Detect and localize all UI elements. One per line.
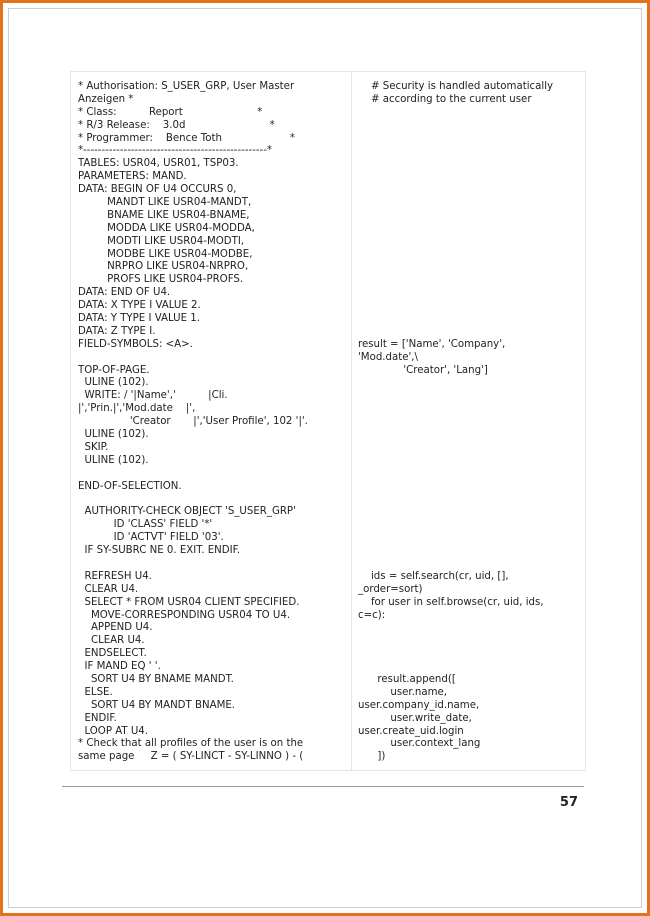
- code-line: [78, 352, 348, 365]
- code-line: [358, 468, 584, 481]
- code-line: DATA: X TYPE I VALUE 2.: [78, 300, 201, 312]
- code-line: [78, 468, 348, 481]
- code-line: [358, 249, 584, 262]
- code-line: # according to the current user: [358, 93, 532, 105]
- code-line: [358, 236, 584, 249]
- code-line: [358, 558, 584, 571]
- code-line: [358, 635, 584, 648]
- code-line: MODDA LIKE USR04-MODDA,: [78, 222, 255, 234]
- code-line: CLEAR U4.: [78, 583, 139, 595]
- code-line: MODBE LIKE USR04-MODBE,: [78, 248, 253, 260]
- code-line: ENDIF.: [78, 712, 117, 724]
- code-line: * R/3 Release: 3.0d *: [78, 119, 275, 131]
- code-line: WRITE: / '|Name',' |Cli.: [78, 390, 228, 402]
- code-comparison-table: [70, 71, 586, 771]
- code-line: TOP-OF-PAGE.: [78, 364, 150, 376]
- code-line: c=c):: [358, 609, 386, 621]
- code-line: Anzeigen *: [78, 93, 134, 105]
- code-line: [358, 184, 584, 197]
- code-line: _order=sort): [358, 583, 423, 595]
- code-line: BNAME LIKE USR04-BNAME,: [78, 209, 250, 221]
- code-line: ]): [358, 751, 386, 763]
- code-line: TABLES: USR04, USR01, TSP03.: [78, 158, 239, 170]
- code-line: ULINE (102).: [78, 454, 149, 466]
- code-line: [358, 223, 584, 236]
- code-line: ULINE (102).: [78, 377, 149, 389]
- code-line: [358, 300, 584, 313]
- code-line: # Security is handled automatically: [358, 81, 554, 92]
- code-line: [358, 261, 584, 274]
- code-line: MOVE-CORRESPONDING USR04 TO U4.: [78, 609, 291, 621]
- code-line: DATA: END OF U4.: [78, 287, 171, 299]
- abap-code-column: [78, 81, 348, 770]
- code-line: [358, 519, 584, 532]
- code-line: MANDT LIKE USR04-MANDT,: [78, 197, 252, 209]
- code-line: LOOP AT U4.: [78, 725, 149, 737]
- code-line: [78, 558, 348, 571]
- code-line: [358, 326, 584, 339]
- code-line: ELSE.: [78, 686, 113, 698]
- code-line: [358, 455, 584, 468]
- code-line: SELECT * FROM USR04 CLIENT SPECIFIED.: [78, 596, 300, 608]
- code-line: same page Z = ( SY-LINCT - SY-LINNO ) - (: [78, 751, 304, 763]
- code-line: [358, 274, 584, 287]
- code-line: user.name,: [358, 686, 448, 698]
- code-line: result = ['Name', 'Company',: [358, 338, 506, 350]
- code-line: [358, 416, 584, 429]
- code-line: ID 'CLASS' FIELD '*': [78, 519, 213, 531]
- code-line: * Programmer: Bence Toth *: [78, 132, 295, 144]
- code-line: ENDSELECT.: [78, 648, 147, 660]
- code-line: ULINE (102).: [78, 429, 149, 441]
- code-line: 'Creator |','User Profile', 102 '|'.: [78, 416, 308, 428]
- code-line: SKIP.: [78, 441, 109, 453]
- code-line: [358, 429, 584, 442]
- code-line: [358, 494, 584, 507]
- code-line: for user in self.browse(cr, uid, ids,: [358, 596, 544, 608]
- code-line: [358, 107, 584, 120]
- code-line: user.create_uid.login: [358, 725, 464, 737]
- code-line: ids = self.search(cr, uid, [],: [358, 570, 509, 582]
- code-line: FIELD-SYMBOLS: <A>.: [78, 338, 193, 350]
- code-line: CLEAR U4.: [78, 635, 145, 647]
- code-line: [358, 661, 584, 674]
- code-line: [358, 532, 584, 545]
- code-line: [358, 133, 584, 146]
- code-line: *--------------------------------------------------*: [78, 145, 272, 157]
- code-line: DATA: Y TYPE I VALUE 1.: [78, 313, 201, 325]
- code-line: [358, 545, 584, 558]
- code-line: [358, 390, 584, 403]
- code-line: [358, 287, 584, 300]
- column-divider: [351, 72, 352, 770]
- code-line: APPEND U4.: [78, 622, 153, 634]
- code-line: SORT U4 BY BNAME MANDT.: [78, 673, 234, 685]
- code-line: [358, 648, 584, 661]
- code-line: |','Prin.|','Mod.date |',: [78, 403, 196, 415]
- page-number: 57: [559, 795, 578, 810]
- code-line: [358, 481, 584, 494]
- code-line: [358, 145, 584, 158]
- python-code-column: [358, 81, 584, 770]
- code-line: MODTI LIKE USR04-MODTI,: [78, 235, 245, 247]
- code-line: 'Mod.date',\: [358, 351, 418, 363]
- code-line: SORT U4 BY MANDT BNAME.: [78, 699, 236, 711]
- code-line: [358, 506, 584, 519]
- code-line: [358, 313, 584, 326]
- code-line: 'Creator', 'Lang']: [358, 364, 488, 376]
- code-line: IF SY-SUBRC NE 0. EXIT. ENDIF.: [78, 545, 241, 557]
- code-line: PROFS LIKE USR04-PROFS.: [78, 274, 244, 286]
- code-line: [358, 210, 584, 223]
- code-line: [358, 120, 584, 133]
- code-line: user.company_id.name,: [358, 699, 480, 711]
- code-line: PARAMETERS: MAND.: [78, 171, 187, 183]
- code-line: AUTHORITY-CHECK OBJECT 'S_USER_GRP': [78, 506, 296, 518]
- code-line: IF MAND EQ ' '.: [78, 661, 161, 673]
- code-line: * Check that all profiles of the user is on the: [78, 738, 304, 750]
- code-line: DATA: Z TYPE I.: [78, 325, 156, 337]
- code-line: END-OF-SELECTION.: [78, 480, 182, 492]
- code-line: [358, 197, 584, 210]
- code-line: [358, 442, 584, 455]
- code-line: DATA: BEGIN OF U4 OCCURS 0,: [78, 184, 237, 196]
- footer-rule: [62, 786, 584, 787]
- code-line: [358, 171, 584, 184]
- code-line: result.append([: [358, 673, 456, 685]
- code-line: NRPRO LIKE USR04-NRPRO,: [78, 261, 249, 273]
- code-line: * Authorisation: S_USER_GRP, User Master: [78, 81, 295, 92]
- code-line: user.context_lang: [358, 738, 481, 750]
- code-line: * Class: Report *: [78, 106, 263, 118]
- code-line: [358, 377, 584, 390]
- code-line: REFRESH U4.: [78, 570, 152, 582]
- code-line: [358, 403, 584, 416]
- code-line: ID 'ACTVT' FIELD '03'.: [78, 532, 224, 544]
- code-line: user.write_date,: [358, 712, 472, 724]
- code-line: [358, 622, 584, 635]
- code-line: [358, 158, 584, 171]
- code-line: [78, 494, 348, 507]
